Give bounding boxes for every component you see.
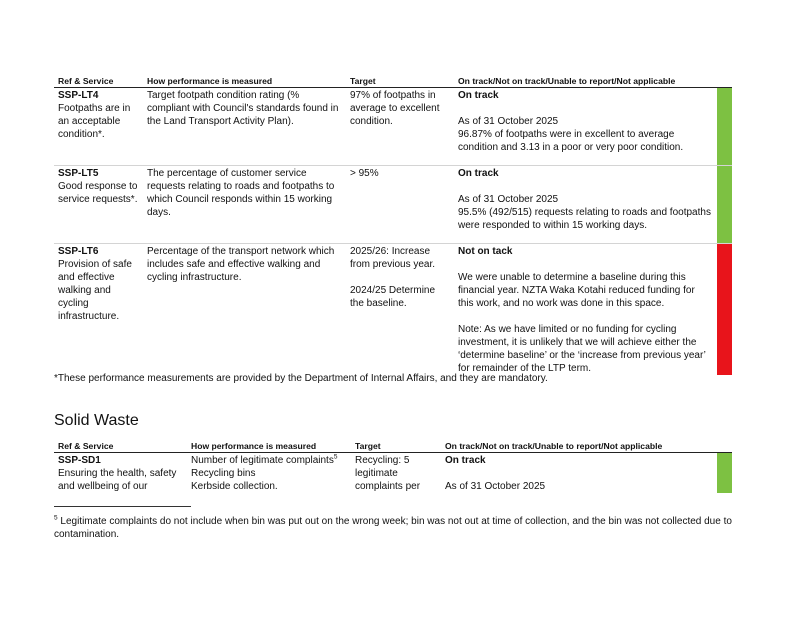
header-how-measured: How performance is measured xyxy=(143,74,346,88)
target-value: Recycling: 5 legitimate complaints per xyxy=(355,455,421,492)
status-cell xyxy=(454,244,717,376)
status-label: On track xyxy=(458,168,499,179)
section-heading-solid-waste: Solid Waste xyxy=(54,412,139,429)
status-note: As of 31 October 2025 xyxy=(458,116,559,127)
header-indicator xyxy=(717,439,732,453)
status-label: On track xyxy=(445,455,486,466)
status-label: Not on tack xyxy=(458,246,513,257)
header-status: On track/Not on track/Unable to report/Not applicable xyxy=(441,439,717,453)
table-row xyxy=(54,244,732,376)
status-note: 95.5% (492/515) requests relating to roads and footpaths were responded to within 15 working days. xyxy=(458,207,711,231)
status-note: Note: As we have limited or no funding for cycling investment, it is unlikely that we will achieve either the ‘determine baseline’ or the ‘increase from previous year’ for remainder of the LTP term. xyxy=(458,324,706,374)
asterisk-footnote: *These performance measurements are provided by the Department of Internal Affairs, and they are mandatory. xyxy=(54,373,548,384)
ref-cell xyxy=(54,244,143,376)
service-description: Good response to service requests*. xyxy=(58,181,138,205)
target-value: > 95% xyxy=(346,166,454,244)
header-target: Target xyxy=(351,439,441,453)
measure-description: Percentage of the transport network which includes safe and effective walking and cycling infrastructure. xyxy=(147,246,335,283)
table-row xyxy=(54,88,732,166)
status-note: 96.87% of footpaths were in excellent to average condition and 3.13 in a poor or very poor condition. xyxy=(458,129,684,153)
measure-description: The percentage of customer service requests relating to roads and footpaths to which Council responds within 15 working days. xyxy=(143,166,346,244)
solid-waste-performance-table xyxy=(54,439,732,493)
target-value: 2024/25 Determine the baseline. xyxy=(350,285,436,309)
status-cell xyxy=(454,166,717,244)
target-value: 2025/26: Increase from previous year. xyxy=(350,246,436,270)
table-header-row xyxy=(54,439,732,453)
service-description: Footpaths are in an acceptable condition*. xyxy=(58,103,131,140)
target-value: 97% of footpaths in average to excellent condition. xyxy=(346,88,454,166)
service-description: Provision of safe and effective walking and cycling infrastructure. xyxy=(58,259,132,322)
measure-description: Number of legitimate complaints xyxy=(191,455,334,466)
target-cell xyxy=(346,244,454,376)
header-status: On track/Not on track/Unable to report/Not applicable xyxy=(454,74,717,88)
header-how-measured: How performance is measured xyxy=(187,439,351,453)
service-description: Ensuring the health, safety and wellbeing of our xyxy=(58,468,177,492)
header-indicator xyxy=(717,74,732,88)
header-ref-service: Ref & Service xyxy=(54,439,187,453)
measure-description: Target footpath condition rating (% compliant with Council's standards found in the Land Transport Activity Plan). xyxy=(143,88,346,166)
ref-code: SSP-SD1 xyxy=(58,455,101,466)
status-indicator-green xyxy=(717,166,732,244)
status-label: On track xyxy=(458,90,499,101)
ref-cell xyxy=(54,166,143,244)
status-note: As of 31 October 2025 xyxy=(445,481,546,492)
footnote-marker: 5 xyxy=(54,514,58,522)
ref-cell xyxy=(54,453,187,494)
footnote-divider xyxy=(54,506,191,507)
status-note: We were unable to determine a baseline during this financial year. NZTA Waka Kotahi reduced funding for this work, and no work was done in this space. xyxy=(458,272,695,309)
footnote-marker: 5 xyxy=(333,453,338,461)
status-note: As of 31 October 2025 xyxy=(458,194,559,205)
measure-cell xyxy=(187,453,351,494)
table-header-row xyxy=(54,74,732,88)
measure-description: Recycling bins xyxy=(191,468,256,479)
status-indicator-red xyxy=(717,244,732,376)
footnote xyxy=(54,515,744,541)
transport-performance-table xyxy=(54,74,732,375)
ref-code: SSP-LT5 xyxy=(58,168,99,179)
ref-cell xyxy=(54,88,143,166)
table-row xyxy=(54,166,732,244)
status-cell xyxy=(454,88,717,166)
footnote-text: Legitimate complaints do not include when bin was put out on the wrong week; bin was not out at time of collection, and the bin was not collected due to contamination. xyxy=(54,516,732,540)
status-indicator-green xyxy=(717,88,732,166)
status-cell xyxy=(441,453,717,494)
status-indicator-green xyxy=(717,453,732,494)
ref-code: SSP-LT6 xyxy=(58,246,99,257)
table-row xyxy=(54,453,732,494)
header-ref-service: Ref & Service xyxy=(54,74,143,88)
ref-code: SSP-LT4 xyxy=(58,90,99,101)
measure-description: Kerbside collection. xyxy=(191,481,278,492)
header-target: Target xyxy=(346,74,454,88)
